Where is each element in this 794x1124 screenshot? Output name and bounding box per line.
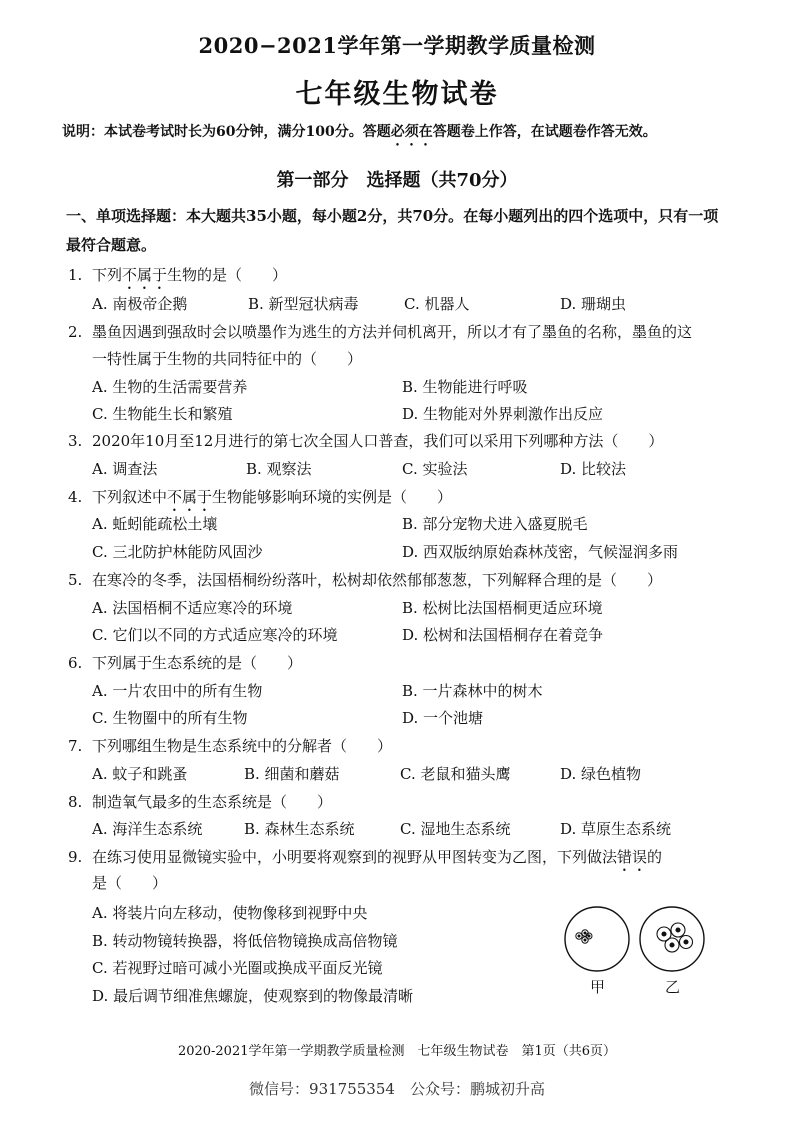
note-emphasis: 必须在 [390,124,433,140]
note-text-a: 本试卷考试时长为60分钟，满分100分。答题 [104,124,391,140]
contact-footer: 微信号：931755354 公众号：鹏城初升高 [249,1080,545,1098]
q2-option-d: D. 生物能对外界刺激作出反应 [402,405,604,423]
exam-title: 2020−2021学年第一学期教学质量检测 [198,33,596,58]
question-text: 下列叙述中 [92,488,168,506]
q5-option-c: C. 它们以不同的方式适应寒冷的环境 [92,626,338,644]
q3-option-c: C. 实验法 [402,460,468,478]
instruction-line-1: 一、单项选择题：本大题共35小题，每小题2分，共70分。在每小题列出的四个选项中，只有一项 [66,207,719,225]
q2-option-a: A. 生物的生活需要营养 [92,378,248,396]
q7-option-d: D. 绿色植物 [560,765,642,783]
field-jia-circle [565,907,629,971]
q3-option-a: A. 调查法 [92,460,158,478]
question-text: 在练习使用显微镜实验中，小明要将观察到的视野从甲图转变为乙图，下列做法 [92,848,618,866]
q9-option-b: B. 转动物镜转换器，将低倍物镜换成高倍物镜 [92,932,398,950]
q9-option-c: C. 若视野过暗可减小光圈或换成平面反光镜 [92,959,383,977]
q9-option-d: D. 最后调节细准焦螺旋，使观察到的物像最清晰 [92,987,414,1005]
q5-option-a: A. 法国梧桐不适应寒冷的环境 [92,599,293,617]
q7-option-c: C. 老鼠和猫头鹰 [400,765,511,783]
q1-option-c: C. 机器人 [404,295,470,313]
q6-option-b: B. 一片森林中的树木 [402,682,543,700]
field-yi-circle [640,907,704,971]
question-number: 6. [68,654,83,672]
question-6 [68,652,302,673]
question-emphasis: 错误 [617,848,648,866]
q1-option-b: B. 新型冠状病毒 [248,295,359,313]
question-text: 的 [647,848,663,866]
question-8 [68,791,332,812]
note-label: 说明： [62,124,104,140]
q1-option-a: A. 南极帝企鹅 [92,295,188,313]
question-number: 4. [68,488,83,506]
q1-option-d: D. 珊瑚虫 [560,295,627,313]
q4-option-c: C. 三北防护林能防风固沙 [92,543,263,561]
question-text: 生物的是（ ） [167,266,288,284]
q3-option-d: D. 比较法 [560,460,627,478]
q6-option-c: C. 生物圈中的所有生物 [92,709,248,727]
q8-option-b: B. 森林生态系统 [244,820,355,838]
section-title: 第一部分 选择题（共70分） [276,170,518,191]
question-number: 3. [68,432,83,450]
question-number: 9. [68,848,83,866]
exam-subtitle: 七年级生物试卷 [295,79,499,110]
field-yi-cells [657,923,693,952]
question-emphasis: 不属于 [167,488,213,506]
microscope-field-figure [560,905,710,985]
q4-option-d: D. 西双版纳原始森林茂密，气候湿润多雨 [402,543,679,561]
q8-option-a: A. 海洋生态系统 [92,820,203,838]
question-number: 1. [68,266,83,284]
question-number: 5. [68,571,83,589]
q8-option-d: D. 草原生态系统 [560,820,672,838]
figure-label-yi: 乙 [665,978,681,996]
q5-option-b: B. 松树比法国梧桐更适应环境 [402,599,603,617]
q6-option-a: A. 一片农田中的所有生物 [92,682,263,700]
page-footer: 2020-2021学年第一学期教学质量检测 七年级生物试卷 第1页（共6页） [177,1044,617,1059]
question-text: 在寒冷的冬季，法国梧桐纷纷落叶，松树却依然郁郁葱葱，下列解释合理的是（ ） [92,571,663,589]
question-number: 7. [68,737,83,755]
q5-option-d: D. 松树和法国梧桐存在着竞争 [402,626,604,644]
question-2 [68,321,692,342]
question-text: 下列属于生态系统的是（ ） [92,654,303,672]
instruction-line-2: 最符合题意。 [66,236,157,254]
question-7 [68,735,392,756]
note-text-b: 答题卷上作答，在试题卷作答无效。 [432,124,657,140]
question-3 [68,430,663,451]
q2-option-c: C. 生物能生长和繁殖 [92,405,233,423]
question-text: 制造氧气最多的生态系统是（ ） [92,793,333,811]
question-9-line-2: 是（ ） [92,874,168,892]
question-text: 下列哪组生物是生态系统中的分解者（ ） [92,737,393,755]
question-4 [68,486,452,515]
q6-option-d: D. 一个池塘 [402,709,484,727]
q7-option-a: A. 蚊子和跳蚤 [92,765,188,783]
question-number: 2. [68,323,83,341]
question-text: 2020年10月至12月进行的第七次全国人口普查，我们可以采用下列哪种方法（ ） [92,432,664,450]
field-jia-cells [576,930,592,943]
question-number: 8. [68,793,83,811]
question-text: 下列 [92,266,123,284]
q4-option-a: A. 蚯蚓能疏松土壤 [92,515,218,533]
q4-option-b: B. 部分宠物犬进入盛夏脱毛 [402,515,588,533]
q7-option-b: B. 细菌和蘑菇 [244,765,340,783]
question-emphasis: 不属于 [122,266,168,284]
figure-label-jia: 甲 [590,978,606,996]
question-text: 墨鱼因遇到强敌时会以喷墨作为逃生的方法并伺机离开，所以才有了墨鱼的名称，墨鱼的这 [92,323,693,341]
exam-note [62,121,657,149]
question-9 [68,846,662,875]
q9-option-a: A. 将装片向左移动，使物像移到视野中央 [92,904,368,922]
q3-option-b: B. 观察法 [246,460,312,478]
question-5 [68,569,662,590]
question-1 [68,264,287,293]
question-2-line-2: 一特性属于生物的共同特征中的（ ） [92,350,363,368]
question-text: 生物能够影响环境的实例是（ ） [212,488,453,506]
q8-option-c: C. 湿地生态系统 [400,820,511,838]
q2-option-b: B. 生物能进行呼吸 [402,378,528,396]
